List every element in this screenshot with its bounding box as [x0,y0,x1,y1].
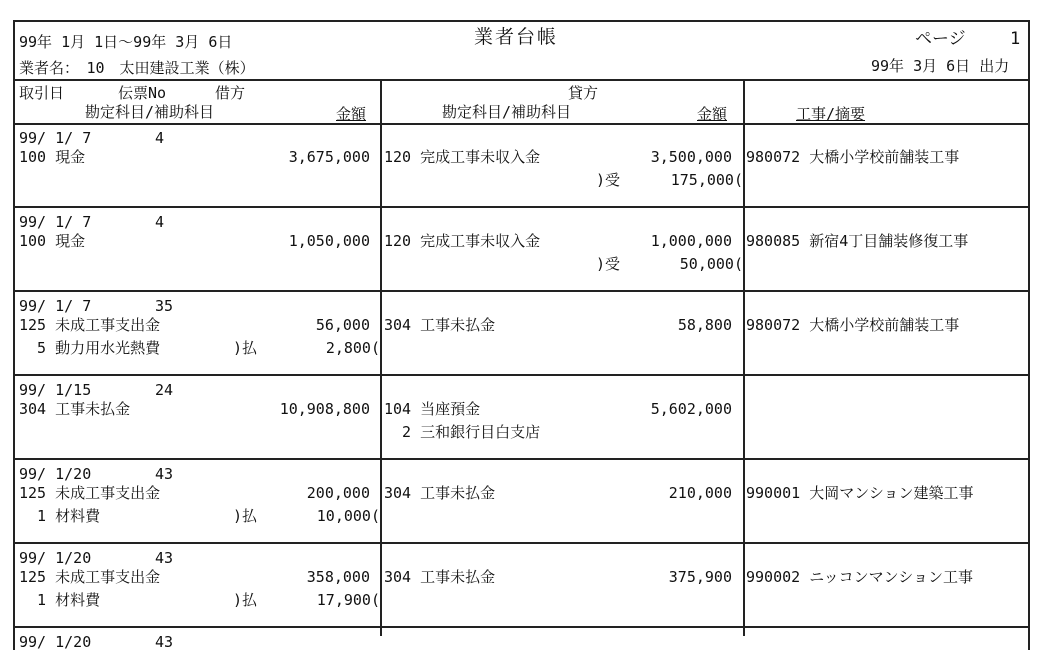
row-date: 99/ 1/20 [19,633,92,651]
page-label: ページ [915,29,966,49]
credit-sub-amount: 175,000( [670,171,743,189]
credit-sub-account: 2 三和銀行目白支店 [384,423,541,441]
vendor-name: 業者名： 10 太田建設工業（株） [19,59,255,77]
col-debit: 借方 [215,84,246,102]
debit-sub-amount: 17,900( [316,591,380,609]
row-slip: 4 [155,129,165,147]
debit-amount: 56,000 [315,316,370,334]
debit-sub-tag: )払 [233,507,258,525]
debit-account: 100 現金 [19,148,86,166]
period-range: 99年 1月 1日～99年 3月 6日 [19,33,233,51]
row-date: 99/ 1/20 [19,465,92,483]
row-divider [13,374,1030,376]
col-debit-account: 勘定科目/補助科目 [85,103,215,121]
row-date: 99/ 1/ 7 [19,129,92,147]
col-credit-account: 勘定科目/補助科目 [442,103,572,121]
row-slip: 4 [155,213,165,231]
debit-sub-amount: 2,800( [325,339,380,357]
credit-amount: 1,000,000 [650,232,732,250]
row-date: 99/ 1/15 [19,381,92,399]
row-project: 980072 大橋小学校前舗装工事 [746,148,960,166]
page-number: 1 [1010,29,1021,49]
col-slip: 伝票No [118,84,167,102]
debit-account: 100 現金 [19,232,86,250]
credit-account: 304 工事未払金 [384,316,496,334]
header-divider [13,79,1030,81]
debit-sub-account: 1 材料費 [19,591,101,609]
row-divider [13,542,1030,544]
debit-account: 125 未成工事支出金 [19,568,161,586]
debit-amount: 1,050,000 [288,232,370,250]
col-project: 工事/摘要 [796,105,866,123]
credit-amount: 3,500,000 [650,148,732,166]
row-date: 99/ 1/ 7 [19,213,92,231]
debit-sub-amount: 10,000( [316,507,380,525]
debit-account: 125 未成工事支出金 [19,484,161,502]
col-credit: 貸方 [568,84,599,102]
debit-account: 125 未成工事支出金 [19,316,161,334]
credit-account: 104 当座預金 [384,400,481,418]
credit-account: 120 完成工事未収入金 [384,232,541,250]
debit-sub-tag: )払 [233,339,258,357]
output-date: 99年 3月 6日 出力 [871,57,1010,75]
debit-sub-account: 1 材料費 [19,507,101,525]
page-title: 業者台帳 [474,26,559,48]
debit-amount: 200,000 [306,484,370,502]
col-date: 取引日 [19,84,65,102]
row-project: 980072 大橋小学校前舗装工事 [746,316,960,334]
credit-sub-amount: 50,000( [679,255,743,273]
credit-account: 304 工事未払金 [384,568,496,586]
credit-amount: 58,800 [677,316,732,334]
credit-account: 120 完成工事未収入金 [384,148,541,166]
row-slip: 24 [155,381,174,399]
row-slip: 43 [155,549,174,567]
credit-sub-tag: )受 [596,171,621,189]
row-divider [13,626,1030,628]
debit-amount: 3,675,000 [288,148,370,166]
row-divider [13,458,1030,460]
credit-account: 304 工事未払金 [384,484,496,502]
row-project: 990001 大岡マンション建築工事 [746,484,974,502]
row-divider [13,206,1030,208]
col-credit-amount: 金額 [697,105,728,123]
debit-amount: 10,908,800 [279,400,370,418]
row-divider [13,290,1030,292]
debit-sub-account: 5 動力用水光熱費 [19,339,161,357]
row-slip: 43 [155,465,174,483]
row-date: 99/ 1/ 7 [19,297,92,315]
row-date: 99/ 1/20 [19,549,92,567]
credit-amount: 210,000 [668,484,732,502]
credit-amount: 375,900 [668,568,732,586]
credit-amount: 5,602,000 [650,400,732,418]
row-project: 980085 新宿4丁目舗装修復工事 [746,232,969,250]
row-slip: 35 [155,297,174,315]
debit-sub-tag: )払 [233,591,258,609]
credit-project-separator [743,79,745,636]
debit-credit-separator [380,79,382,636]
debit-amount: 358,000 [306,568,370,586]
columns-divider [13,123,1030,125]
credit-sub-tag: )受 [596,255,621,273]
row-project: 990002 ニッコンマンション工事 [746,568,973,586]
row-slip: 43 [155,633,174,651]
col-debit-amount: 金額 [336,105,367,123]
debit-account: 304 工事未払金 [19,400,131,418]
